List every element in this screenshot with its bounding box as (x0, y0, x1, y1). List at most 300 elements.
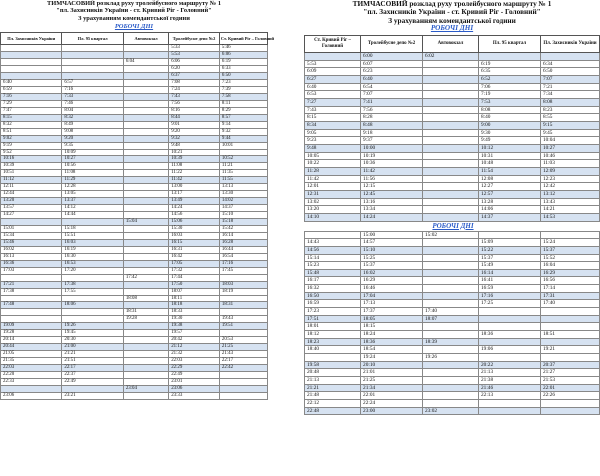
time-cell: 15:04 (123, 219, 168, 226)
time-cell (123, 191, 168, 198)
time-cell (123, 358, 168, 365)
time-cell: 6:06 (169, 59, 220, 66)
time-cell: 15:37 (540, 246, 599, 254)
time-cell: 19:58 (305, 361, 361, 369)
time-cell: 16:14 (219, 232, 267, 239)
time-cell (422, 122, 478, 130)
right-subtitle: РОБОЧІ ДНІ (430, 24, 474, 33)
time-cell (123, 149, 168, 156)
schedule-row (305, 354, 600, 362)
left-column-header: Тролейбусне депо №2 (169, 33, 220, 45)
time-cell (422, 277, 478, 285)
schedule-row (305, 300, 600, 308)
time-cell (1, 309, 62, 316)
time-cell: 9:23 (305, 137, 361, 145)
time-cell (1, 274, 62, 281)
time-cell: 21:00 (62, 344, 123, 351)
time-cell: 18:54 (361, 346, 423, 354)
time-cell: 16:15 (169, 239, 220, 246)
schedule-row (1, 253, 268, 260)
time-cell (123, 351, 168, 358)
time-cell: 22:17 (62, 365, 123, 372)
time-cell: 7:34 (540, 91, 599, 99)
left-timetable-page (0, 0, 275, 400)
time-cell: 20:10 (361, 361, 423, 369)
time-cell (123, 337, 168, 344)
time-cell: 14:44 (62, 212, 123, 219)
time-cell: 17:13 (361, 300, 423, 308)
time-cell: 15:37 (361, 262, 423, 270)
time-cell: 18:12 (305, 331, 361, 339)
time-cell: 6:37 (169, 73, 220, 80)
time-cell: 16:42 (169, 253, 220, 260)
time-cell: 16:54 (219, 253, 267, 260)
schedule-row (305, 392, 600, 400)
time-cell: 20:37 (540, 361, 599, 369)
time-cell: 16:59 (479, 285, 541, 293)
time-cell: 18:31 (219, 302, 267, 309)
time-cell: 8:28 (361, 114, 423, 122)
schedule-row (305, 338, 600, 346)
time-cell: 13:43 (540, 198, 599, 206)
time-cell: 22:33 (1, 378, 62, 385)
time-cell (540, 308, 599, 316)
time-cell (422, 292, 478, 300)
schedule-row (305, 308, 600, 316)
time-cell: 16:19 (62, 246, 123, 253)
time-cell: 13:20 (1, 198, 62, 205)
time-cell (479, 399, 541, 407)
time-cell: 8:32 (1, 121, 62, 128)
time-cell (123, 205, 168, 212)
time-cell: 11:08 (62, 170, 123, 177)
time-cell: 6:40 (361, 76, 423, 84)
time-cell: 22:24 (361, 399, 423, 407)
time-cell (422, 213, 478, 221)
schedule-row (1, 170, 268, 177)
time-cell: 15:10 (361, 246, 423, 254)
time-cell (123, 344, 168, 351)
time-cell: 19:38 (169, 323, 220, 330)
left-header-row (1, 33, 268, 45)
time-cell: 17:38 (62, 281, 123, 288)
time-cell: 7:19 (479, 91, 541, 99)
time-cell: 21:13 (305, 377, 361, 385)
time-cell: 18:33 (169, 309, 220, 316)
time-cell: 15:48 (305, 269, 361, 277)
time-cell: 10:21 (169, 149, 220, 156)
time-cell: 6:33 (219, 66, 267, 73)
time-cell: 22:01 (361, 392, 423, 400)
time-cell: 15:30 (169, 226, 220, 233)
time-cell: 8:57 (219, 114, 267, 121)
time-cell: 13:49 (169, 198, 220, 205)
time-cell: 16:59 (305, 300, 361, 308)
time-cell (123, 93, 168, 100)
time-cell: 22:03 (1, 365, 62, 372)
time-cell (123, 365, 168, 372)
time-cell: 9:05 (305, 129, 361, 137)
time-cell (123, 212, 168, 219)
time-cell (123, 107, 168, 114)
time-cell: 6:50 (219, 73, 267, 80)
time-cell (219, 372, 267, 379)
time-cell: 14:57 (361, 239, 423, 247)
time-cell: 10:09 (62, 149, 123, 156)
schedule-row (305, 160, 600, 168)
time-cell (123, 45, 168, 52)
time-cell (123, 177, 168, 184)
schedule-row (1, 191, 268, 198)
time-cell: 11:42 (361, 167, 423, 175)
time-cell: 9:48 (305, 144, 361, 152)
time-cell: 22:12 (305, 399, 361, 407)
time-cell: 12:11 (1, 184, 62, 191)
time-cell: 10:22 (305, 160, 361, 168)
time-cell: 17:32 (169, 267, 220, 274)
time-cell: 5:53 (305, 60, 361, 68)
time-cell (123, 239, 168, 246)
time-cell: 8:23 (540, 106, 599, 114)
time-cell (123, 378, 168, 385)
time-cell: 6:27 (305, 76, 361, 84)
time-cell: 22:13 (479, 392, 541, 400)
time-cell: 15:06 (169, 219, 220, 226)
time-cell: 21:51 (62, 358, 123, 365)
time-cell (422, 300, 478, 308)
time-cell: 10:12 (479, 144, 541, 152)
time-cell (123, 392, 168, 399)
time-cell: 17:40 (540, 300, 599, 308)
schedule-row (1, 149, 268, 156)
left-column-header: Автовокзал (123, 33, 168, 45)
schedule-row (305, 262, 600, 270)
time-cell: 23:04 (123, 385, 168, 392)
time-cell: 22:01 (540, 384, 599, 392)
time-cell: 21:43 (219, 351, 267, 358)
time-cell: 9:19 (1, 142, 62, 149)
time-cell: 8:15 (305, 114, 361, 122)
time-cell (123, 302, 168, 309)
time-cell: 16:03 (62, 239, 123, 246)
schedule-row (1, 205, 268, 212)
schedule-row (1, 212, 268, 219)
left-column-header: Пл. 95 квартал (62, 33, 123, 45)
time-cell: 19:09 (1, 323, 62, 330)
time-cell (62, 66, 123, 73)
left-column-header: Ст. Кривий Ріг – Головний (219, 33, 267, 45)
time-cell: 11:54 (479, 167, 541, 175)
time-cell: 23:06 (1, 392, 62, 399)
schedule-row (305, 269, 600, 277)
time-cell: 10:36 (361, 160, 423, 168)
time-cell (62, 316, 123, 323)
time-cell: 19:43 (219, 316, 267, 323)
time-cell: 23:00 (361, 407, 423, 415)
time-cell: 10:01 (219, 142, 267, 149)
time-cell: 17:51 (305, 315, 361, 323)
time-cell: 22:03 (169, 358, 220, 365)
time-cell: 20:53 (219, 337, 267, 344)
time-cell (479, 315, 541, 323)
time-cell: 7:24 (169, 86, 220, 93)
right-column-header: Пл. Захисників України (540, 36, 599, 53)
time-cell: 7:27 (305, 99, 361, 107)
time-cell: 14:37 (219, 205, 267, 212)
time-cell (422, 190, 478, 198)
time-cell: 16:41 (479, 277, 541, 285)
time-cell: 8:51 (1, 128, 62, 135)
time-cell: 8:32 (62, 114, 123, 121)
time-cell (540, 53, 599, 61)
time-cell (540, 407, 599, 415)
schedule-row (305, 399, 600, 407)
schedule-row (305, 129, 600, 137)
time-cell: 6:23 (361, 68, 423, 76)
time-cell: 10:27 (62, 156, 123, 163)
schedule-row (1, 177, 268, 184)
time-cell (305, 354, 361, 362)
time-cell (123, 73, 168, 80)
time-cell: 10:05 (305, 152, 361, 160)
time-cell: 15:37 (479, 254, 541, 262)
time-cell: 13:57 (1, 205, 62, 212)
schedule-row (1, 281, 268, 288)
time-cell: 16:36 (1, 260, 62, 267)
time-cell: 11:22 (169, 170, 220, 177)
time-cell: 10:46 (540, 152, 599, 160)
time-cell: 13:05 (62, 191, 123, 198)
time-cell: 14:56 (305, 246, 361, 254)
time-cell: 9:01 (169, 121, 220, 128)
time-cell (422, 392, 478, 400)
time-cell (123, 288, 168, 295)
time-cell (422, 369, 478, 377)
time-cell (123, 260, 168, 267)
time-cell: 10:00 (361, 144, 423, 152)
time-cell (123, 226, 168, 233)
schedule-row (1, 52, 268, 59)
time-cell: 6:06 (219, 52, 267, 59)
time-cell: 11:21 (219, 163, 267, 170)
left-header (0, 0, 268, 30)
time-cell (1, 295, 62, 302)
time-cell: 12:42 (540, 183, 599, 191)
time-cell: 15:52 (540, 254, 599, 262)
schedule-row (1, 302, 268, 309)
schedule-row (305, 114, 600, 122)
time-cell: 15:18 (219, 219, 267, 226)
schedule-row (305, 323, 600, 331)
time-cell: 18:23 (305, 338, 361, 346)
time-cell: 19:26 (422, 354, 478, 362)
schedule-row (305, 213, 600, 221)
time-cell: 21:38 (479, 377, 541, 385)
time-cell: 14:21 (540, 206, 599, 214)
time-cell: 9:52 (1, 149, 62, 156)
time-cell: 6:35 (479, 68, 541, 76)
time-cell: 21:21 (62, 351, 123, 358)
schedule-row (1, 358, 268, 365)
schedule-row (305, 167, 600, 175)
left-schedule-body (1, 45, 268, 400)
time-cell (422, 384, 478, 392)
right-schedule-table (304, 35, 600, 415)
left-schedule-table (0, 32, 275, 400)
time-cell: 12:27 (479, 183, 541, 191)
time-cell: 16:30 (62, 253, 123, 260)
time-cell: 14:56 (169, 212, 220, 219)
time-cell: 19:28 (123, 316, 168, 323)
schedule-row (1, 59, 268, 66)
right-column-header: Ст. Кривий Ріг – Головний (305, 36, 361, 53)
schedule-row (1, 142, 268, 149)
time-cell (422, 106, 478, 114)
time-cell (479, 407, 541, 415)
time-cell: 12:08 (479, 175, 541, 183)
schedule-row (305, 60, 600, 68)
time-cell (422, 239, 478, 247)
schedule-row (305, 384, 600, 392)
time-cell: 15:34 (1, 232, 62, 239)
time-cell: 14:37 (479, 213, 541, 221)
time-cell: 13:16 (361, 198, 423, 206)
schedule-row (1, 295, 268, 302)
time-cell: 10:27 (540, 144, 599, 152)
time-cell: 12:01 (305, 183, 361, 191)
schedule-row (1, 385, 268, 392)
time-cell: 13:37 (62, 198, 123, 205)
right-title-line-3: З урахуванням комендантської години (388, 15, 516, 25)
time-cell: 15:25 (361, 254, 423, 262)
time-cell (219, 149, 267, 156)
schedule-row (305, 99, 600, 107)
time-cell: 22:48 (305, 407, 361, 415)
schedule-row (1, 86, 268, 93)
schedule-row (305, 91, 600, 99)
time-cell: 17:21 (1, 281, 62, 288)
time-cell: 15:49 (479, 262, 541, 270)
time-cell: 9:00 (479, 122, 541, 130)
schedule-row (1, 135, 268, 142)
schedule-row (305, 152, 600, 160)
time-cell (123, 163, 168, 170)
time-cell (422, 269, 478, 277)
time-cell (422, 114, 478, 122)
schedule-row (305, 377, 600, 385)
time-cell: 8:08 (479, 106, 541, 114)
time-cell: 10:39 (1, 163, 62, 170)
time-cell: 17:50 (169, 281, 220, 288)
time-cell (422, 183, 478, 191)
time-cell: 8:55 (540, 114, 599, 122)
time-cell: 18:07 (169, 288, 220, 295)
time-cell: 21:12 (169, 344, 220, 351)
schedule-row (305, 137, 600, 145)
time-cell: 13:00 (169, 184, 220, 191)
right-column-header: Пл. 95 квартал (479, 36, 541, 53)
schedule-row (305, 369, 600, 377)
time-cell (1, 59, 62, 66)
schedule-row (1, 267, 268, 274)
time-cell: 7:16 (1, 93, 62, 100)
time-cell: 13:30 (219, 191, 267, 198)
time-cell: 18:08 (123, 295, 168, 302)
schedule-row (1, 392, 268, 399)
time-cell: 16:02 (361, 269, 423, 277)
schedule-row (305, 346, 600, 354)
time-cell: 22:29 (169, 365, 220, 372)
time-cell: 16:50 (305, 292, 361, 300)
time-cell: 9:20 (62, 135, 123, 142)
time-cell (422, 144, 478, 152)
time-cell (62, 59, 123, 66)
time-cell: 18:51 (540, 331, 599, 339)
time-cell: 21:46 (479, 384, 541, 392)
time-cell (540, 338, 599, 346)
time-cell: 21:13 (479, 369, 541, 377)
schedule-row (1, 121, 268, 128)
time-cell: 16:53 (62, 260, 123, 267)
time-cell: 8:48 (361, 122, 423, 130)
time-cell (123, 114, 168, 121)
time-cell (422, 99, 478, 107)
time-cell: 13:13 (219, 184, 267, 191)
time-cell: 7:43 (305, 106, 361, 114)
schedule-row (1, 378, 268, 385)
time-cell (123, 246, 168, 253)
schedule-row (305, 331, 600, 339)
time-cell: 16:56 (540, 277, 599, 285)
time-cell (219, 274, 267, 281)
time-cell (422, 160, 478, 168)
time-cell: 21:34 (361, 384, 423, 392)
time-cell (422, 76, 478, 84)
time-cell: 17:20 (62, 267, 123, 274)
time-cell: 6:53 (305, 91, 361, 99)
time-cell (219, 295, 267, 302)
time-cell: 7:29 (1, 100, 62, 107)
time-cell (123, 156, 168, 163)
time-cell (422, 68, 478, 76)
time-cell: 7:56 (169, 100, 220, 107)
time-cell: 13:34 (361, 206, 423, 214)
schedule-row (1, 226, 268, 233)
time-cell: 19:26 (62, 323, 123, 330)
time-cell (422, 285, 478, 293)
left-title-line-1: ТИМЧАСОВИЙ розклад руху тролейбусного маршруту № 1 (46, 0, 222, 7)
time-cell: 11:42 (305, 175, 361, 183)
time-cell: 14:10 (305, 213, 361, 221)
schedule-row (1, 232, 268, 239)
time-cell: 18:18 (169, 302, 220, 309)
time-cell (1, 45, 62, 52)
time-cell (123, 66, 168, 73)
time-cell: 16:17 (305, 277, 361, 285)
time-cell: 8:11 (219, 100, 267, 107)
time-cell: 8:29 (219, 107, 267, 114)
time-cell (62, 45, 123, 52)
time-cell (123, 198, 168, 205)
time-cell (1, 52, 62, 59)
schedule-row (1, 372, 268, 379)
time-cell: 5:53 (169, 52, 220, 59)
time-cell: 18:36 (479, 331, 541, 339)
schedule-row (1, 274, 268, 281)
time-cell: 12:57 (479, 190, 541, 198)
time-cell (422, 246, 478, 254)
time-cell (479, 354, 541, 362)
